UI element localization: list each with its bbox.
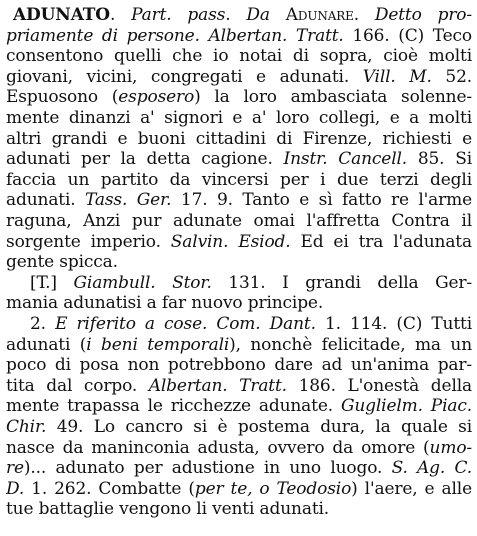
headword: ADUNATO [13,5,110,25]
text-run: Espuosono ( [6,87,119,108]
text-run: 49. Lo cancro si è postema dura, la quale si [46,417,472,437]
italic-text: Vill. M. [362,66,432,87]
text-run: . [353,5,375,25]
entry-line [6,354,472,376]
italic-text: Giambull. Stor. [73,272,212,293]
entry-line [13,4,472,26]
italic-text: Part. pass. Da [131,5,286,25]
entry-line [6,128,472,150]
italic-text: E riferito a cose. Com. Dant. [55,314,316,334]
text-run: tue battaglie vengono li venti adunati. [6,499,330,520]
italic-text: D. [6,478,25,499]
text-run: tita dal corpo. [6,375,149,396]
text-run: 2. [30,314,56,334]
small-caps-text: Adunare [285,5,354,25]
text-run: mente trapassa le ricchezze adunate. [6,396,341,417]
text-run: Ed ei tra l'adunata [290,231,472,252]
entry-line [30,272,472,294]
text-run: ), nonchè felicitade, ma un [229,334,472,355]
italic-text: umo- [429,437,472,458]
entry-line [6,478,472,500]
entry-line [6,148,472,170]
italic-text: S. Ag. C. [391,458,472,479]
text-run: 131. I grandi della Ger- [211,272,472,293]
italic-text: Instr. Cancell. [283,149,408,170]
italic-text: Guglielm. Piac. [340,396,472,417]
entry-line [6,498,472,520]
entry-line [6,189,472,211]
entry-line [6,86,472,108]
entry-line [6,334,472,356]
italic-text: per te, o Teodosio [194,478,352,499]
text-run: poco di posa non potrebbono dare ad un'anima par- [6,355,472,376]
text-run: giovani, vicini, congregati e adunati. [6,66,363,87]
text-run: sorgente imperio. [6,231,171,252]
text-run: 52. [431,66,472,87]
entry-line [6,231,472,253]
entry-line [6,45,472,67]
text-run: 1. 262. Combatte ( [24,478,195,499]
italic-text: Salvin. Esiod. [170,231,291,252]
entry-line [6,25,472,47]
text-run: 166. (C) Teco [343,25,472,46]
entry-line [6,107,472,129]
text-run: adunati per la detta cagione. [6,149,284,170]
text-run: faccia un partito da vincersi per i due terzi degli [6,169,472,190]
entry-line [6,292,472,314]
italic-text: Detto pro- [374,5,472,25]
italic-text: esposero [118,87,195,108]
text-run: raguna, Anzi pur adunate omai l'affretta Contra il [6,211,472,231]
text-run: 85. Si [407,149,472,170]
italic-text: Albertan. Tratt. [148,375,287,396]
text-run: mania adunatisi a far nuovo principe. [6,293,324,314]
text-run: ) la loro ambasciata solenne- [194,87,472,108]
text-run: adunati. [6,190,85,211]
text-run: [T.] [30,272,74,293]
text-run: nasce da maninconia adusta, ovvero da omore ( [6,437,430,458]
text-run: ) l'aere, e alle [351,478,472,499]
entry-line [6,457,472,479]
text-run: )... adunato per adustione in uno luogo. [23,458,392,479]
text-run: 1. 114. (C) Tutti [315,314,472,334]
entry-line [6,416,472,438]
text-run: . [109,5,132,25]
italic-text: priamente di persone. Albertan. Tratt. [6,25,344,46]
entry-line [6,169,472,191]
entry-line [6,375,472,397]
entry-line [6,66,472,88]
text-run: mente dinanzi a' signori e a' loro collegi, e a molti [6,108,472,128]
text-run: 17. 9. Tanto e sì fatto re l'arme [171,190,472,211]
italic-text: i beni temporali [86,334,230,355]
text-run: gente spicca. [6,252,118,273]
italic-text: Chir. [6,417,47,437]
text-run: adunati ( [6,334,87,355]
entry-line [6,395,472,417]
italic-text: re [6,458,24,479]
text-run: 186. L'onestà della [286,375,472,396]
entry-line [6,251,472,273]
text-run: consentono quelli che io notai di sopra, cioè molti [6,46,472,67]
italic-text: Tass. Ger. [85,190,172,211]
text-run: altri grandi e buoni cittadini di Firenze, richiesti e [6,128,472,149]
entry-line [6,210,472,232]
entry-line [30,313,472,335]
entry-line [6,437,472,459]
